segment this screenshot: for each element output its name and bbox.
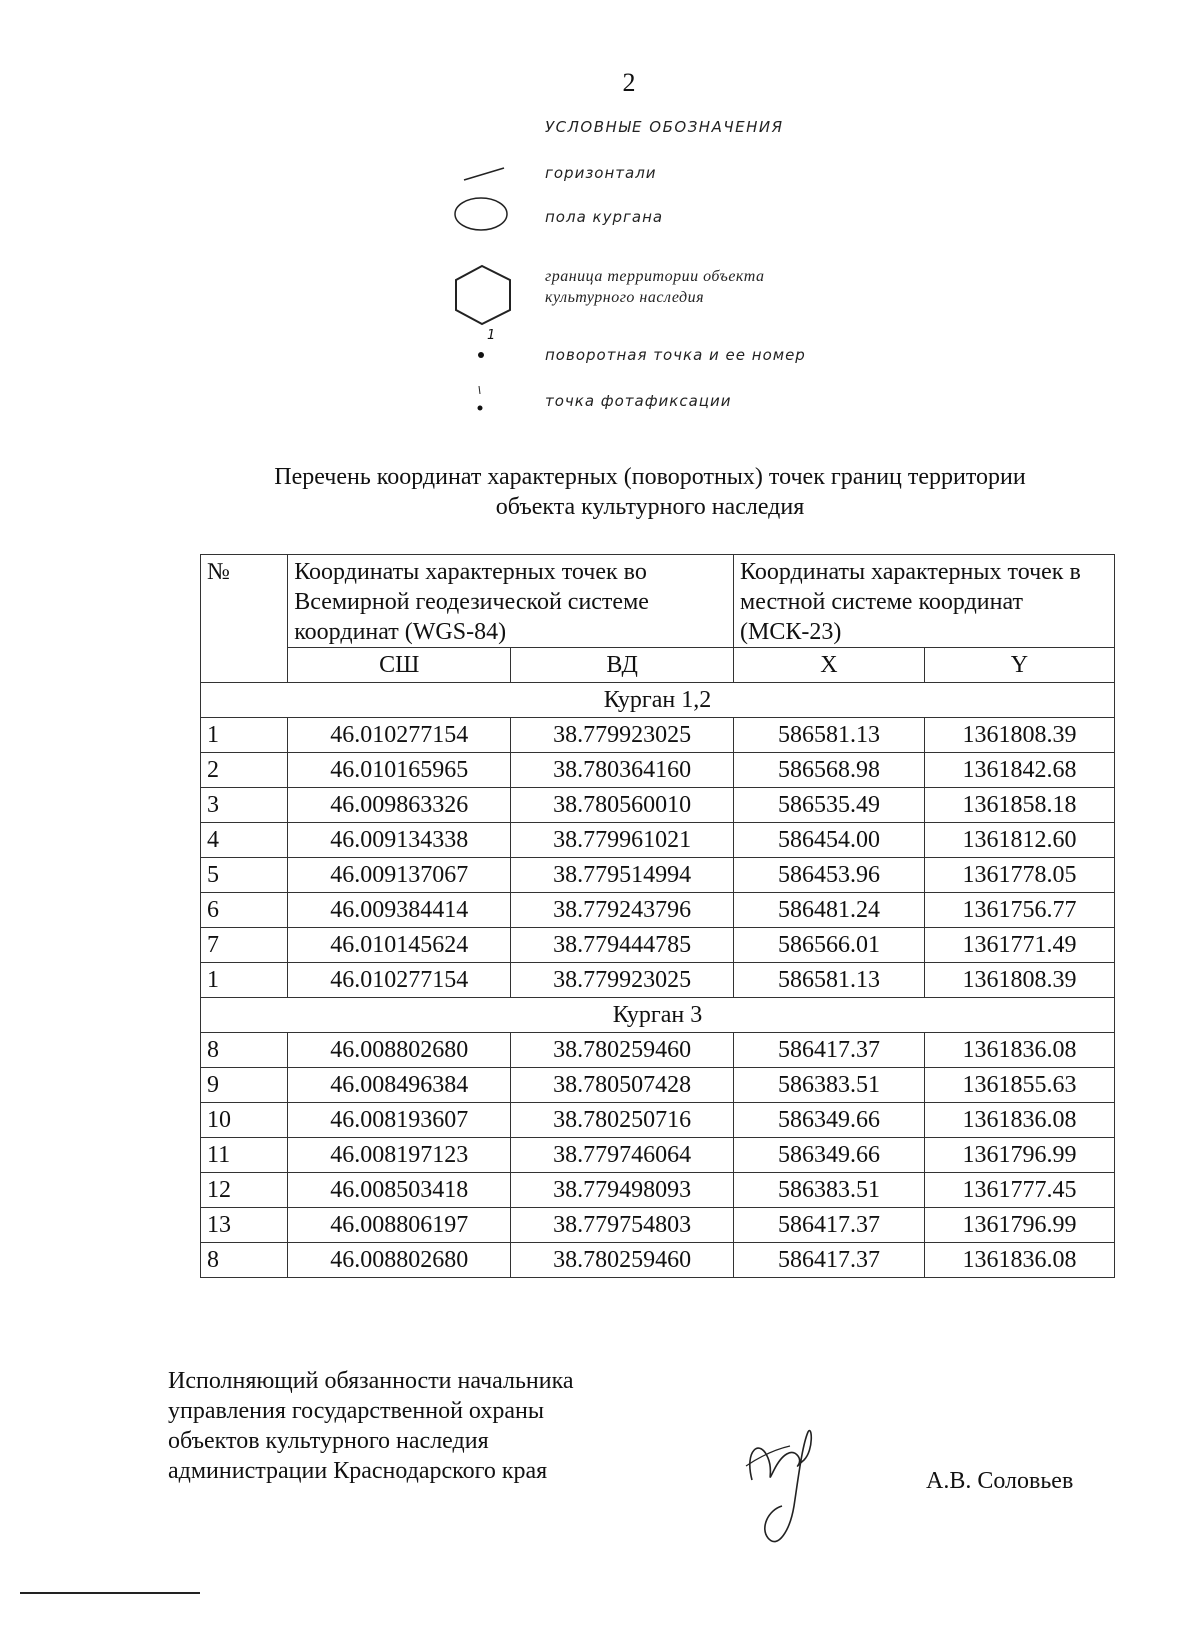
table-row — [201, 753, 1115, 788]
latitude-cell: 46.008802680 — [288, 1243, 511, 1278]
legend-label-contours: горизонтали — [545, 164, 657, 182]
point-number: 3 — [201, 788, 288, 823]
y-cell: 1361836.08 — [924, 1103, 1114, 1138]
y-cell: 1361858.18 — [924, 788, 1114, 823]
latitude-cell: 46.010277154 — [288, 963, 511, 998]
group-row — [201, 998, 1115, 1033]
coordinates-table-body — [201, 683, 1115, 1278]
point-number: 9 — [201, 1068, 288, 1103]
point-number: 7 — [201, 928, 288, 963]
x-cell: 586581.13 — [734, 718, 925, 753]
y-cell: 1361796.99 — [924, 1138, 1114, 1173]
handwritten-signature — [738, 1410, 838, 1560]
x-cell: 586568.98 — [734, 753, 925, 788]
point-number: 11 — [201, 1138, 288, 1173]
longitude-cell: 38.780250716 — [511, 1103, 734, 1138]
latitude-cell: 46.008806197 — [288, 1208, 511, 1243]
longitude-cell: 38.779243796 — [511, 893, 734, 928]
longitude-cell: 38.779746064 — [511, 1138, 734, 1173]
point-number: 8 — [201, 1033, 288, 1068]
latitude-cell: 46.009384414 — [288, 893, 511, 928]
longitude-cell: 38.779444785 — [511, 928, 734, 963]
header-latitude: СШ — [288, 648, 511, 683]
latitude-cell: 46.008197123 — [288, 1138, 511, 1173]
legend-title: УСЛОВНЫЕ ОБОЗНАЧЕНИЯ — [545, 118, 784, 136]
header-msk23: Координаты характерных точек в местной системе координат (МСК-23) — [734, 555, 1115, 648]
list-title-line2: объекта культурного наследия — [495, 494, 805, 520]
y-cell: 1361777.45 — [924, 1173, 1114, 1208]
latitude-cell: 46.008193607 — [288, 1103, 511, 1138]
header-longitude: ВД — [511, 648, 734, 683]
longitude-cell: 38.779923025 — [511, 963, 734, 998]
table-row — [201, 823, 1115, 858]
x-cell: 586535.49 — [734, 788, 925, 823]
point-number: 10 — [201, 1103, 288, 1138]
x-cell: 586454.00 — [734, 823, 925, 858]
group-row — [201, 683, 1115, 718]
latitude-cell: 46.010145624 — [288, 928, 511, 963]
point-number: 12 — [201, 1173, 288, 1208]
table-row — [201, 1208, 1115, 1243]
table-row — [201, 1103, 1115, 1138]
latitude-cell: 46.010277154 — [288, 718, 511, 753]
y-cell: 1361808.39 — [924, 718, 1114, 753]
latitude-cell: 46.009134338 — [288, 823, 511, 858]
legend-label-mound: пола кургана — [545, 208, 664, 226]
coordinates-table — [200, 554, 1115, 1278]
latitude-cell: 46.008802680 — [288, 1033, 511, 1068]
y-cell: 1361756.77 — [924, 893, 1114, 928]
table-row — [201, 1068, 1115, 1103]
x-cell: 586417.37 — [734, 1243, 925, 1278]
table-row — [201, 1243, 1115, 1278]
legend-label-photo-point: точка фотафиксации — [545, 392, 732, 410]
y-cell: 1361808.39 — [924, 963, 1114, 998]
list-title-line1: Перечень координат характерных (поворотных) точек границ территории — [274, 464, 1026, 490]
latitude-cell: 46.009137067 — [288, 858, 511, 893]
x-cell: 586581.13 — [734, 963, 925, 998]
ellipse-icon — [452, 194, 510, 234]
x-cell: 586349.66 — [734, 1138, 925, 1173]
table-row — [201, 1138, 1115, 1173]
y-cell: 1361855.63 — [924, 1068, 1114, 1103]
group-title: Курган 3 — [201, 998, 1115, 1033]
table-row — [201, 1173, 1115, 1208]
point-number: 1 — [201, 963, 288, 998]
position-line: Исполняющий обязанности начальника — [168, 1368, 574, 1394]
y-cell: 1361771.49 — [924, 928, 1114, 963]
page-number: 2 — [622, 68, 636, 97]
longitude-cell: 38.780507428 — [511, 1068, 734, 1103]
boundary-point-number: 1 — [487, 328, 496, 343]
header-y: Y — [924, 648, 1114, 683]
header-number: № — [201, 555, 288, 683]
longitude-cell: 38.780560010 — [511, 788, 734, 823]
photo-point-icon — [474, 384, 486, 414]
longitude-cell: 38.779498093 — [511, 1173, 734, 1208]
legend-label-boundary: граница территории объекта культурного наследия — [545, 268, 765, 306]
point-number: 4 — [201, 823, 288, 858]
x-cell: 586417.37 — [734, 1208, 925, 1243]
position-line: управления государственной охраны — [168, 1398, 544, 1424]
x-cell: 586349.66 — [734, 1103, 925, 1138]
table-row — [201, 893, 1115, 928]
x-cell: 586481.24 — [734, 893, 925, 928]
longitude-cell: 38.780364160 — [511, 753, 734, 788]
y-cell: 1361842.68 — [924, 753, 1114, 788]
contour-line-icon — [462, 162, 506, 184]
table-row — [201, 858, 1115, 893]
group-title: Курган 1,2 — [201, 683, 1115, 718]
legend-label-turning-point: поворотная точка и ее номер — [545, 346, 806, 364]
latitude-cell: 46.010165965 — [288, 753, 511, 788]
longitude-cell: 38.779514994 — [511, 858, 734, 893]
table-row — [201, 928, 1115, 963]
point-number: 2 — [201, 753, 288, 788]
footer-rule — [20, 1592, 200, 1594]
y-cell: 1361778.05 — [924, 858, 1114, 893]
signatory-position — [168, 1366, 688, 1486]
point-number: 6 — [201, 893, 288, 928]
y-cell: 1361796.99 — [924, 1208, 1114, 1243]
longitude-cell: 38.779923025 — [511, 718, 734, 753]
latitude-cell: 46.009863326 — [288, 788, 511, 823]
x-cell: 586453.96 — [734, 858, 925, 893]
position-line: объектов культурного наследия — [168, 1428, 489, 1454]
signatory-name: А.В. Соловьев — [926, 1468, 1074, 1494]
latitude-cell: 46.008496384 — [288, 1068, 511, 1103]
header-x: X — [734, 648, 925, 683]
x-cell: 586417.37 — [734, 1033, 925, 1068]
point-number: 1 — [201, 718, 288, 753]
coordinates-list-title — [150, 462, 1150, 522]
x-cell: 586566.01 — [734, 928, 925, 963]
longitude-cell: 38.779961021 — [511, 823, 734, 858]
x-cell: 586383.51 — [734, 1173, 925, 1208]
point-number: 5 — [201, 858, 288, 893]
table-row — [201, 718, 1115, 753]
table-row — [201, 1033, 1115, 1068]
longitude-cell: 38.780259460 — [511, 1033, 734, 1068]
table-row — [201, 963, 1115, 998]
y-cell: 1361812.60 — [924, 823, 1114, 858]
header-wgs84: Координаты характерных точек во Всемирной геодезической системе координат (WGS-84) — [288, 555, 734, 648]
latitude-cell: 46.008503418 — [288, 1173, 511, 1208]
longitude-cell: 38.779754803 — [511, 1208, 734, 1243]
position-line: администрации Краснодарского края — [168, 1458, 548, 1484]
hexagon-icon — [450, 262, 520, 352]
y-cell: 1361836.08 — [924, 1033, 1114, 1068]
y-cell: 1361836.08 — [924, 1243, 1114, 1278]
x-cell: 586383.51 — [734, 1068, 925, 1103]
table-row — [201, 788, 1115, 823]
longitude-cell: 38.780259460 — [511, 1243, 734, 1278]
point-number: 13 — [201, 1208, 288, 1243]
point-number: 8 — [201, 1243, 288, 1278]
point-icon — [476, 350, 486, 360]
